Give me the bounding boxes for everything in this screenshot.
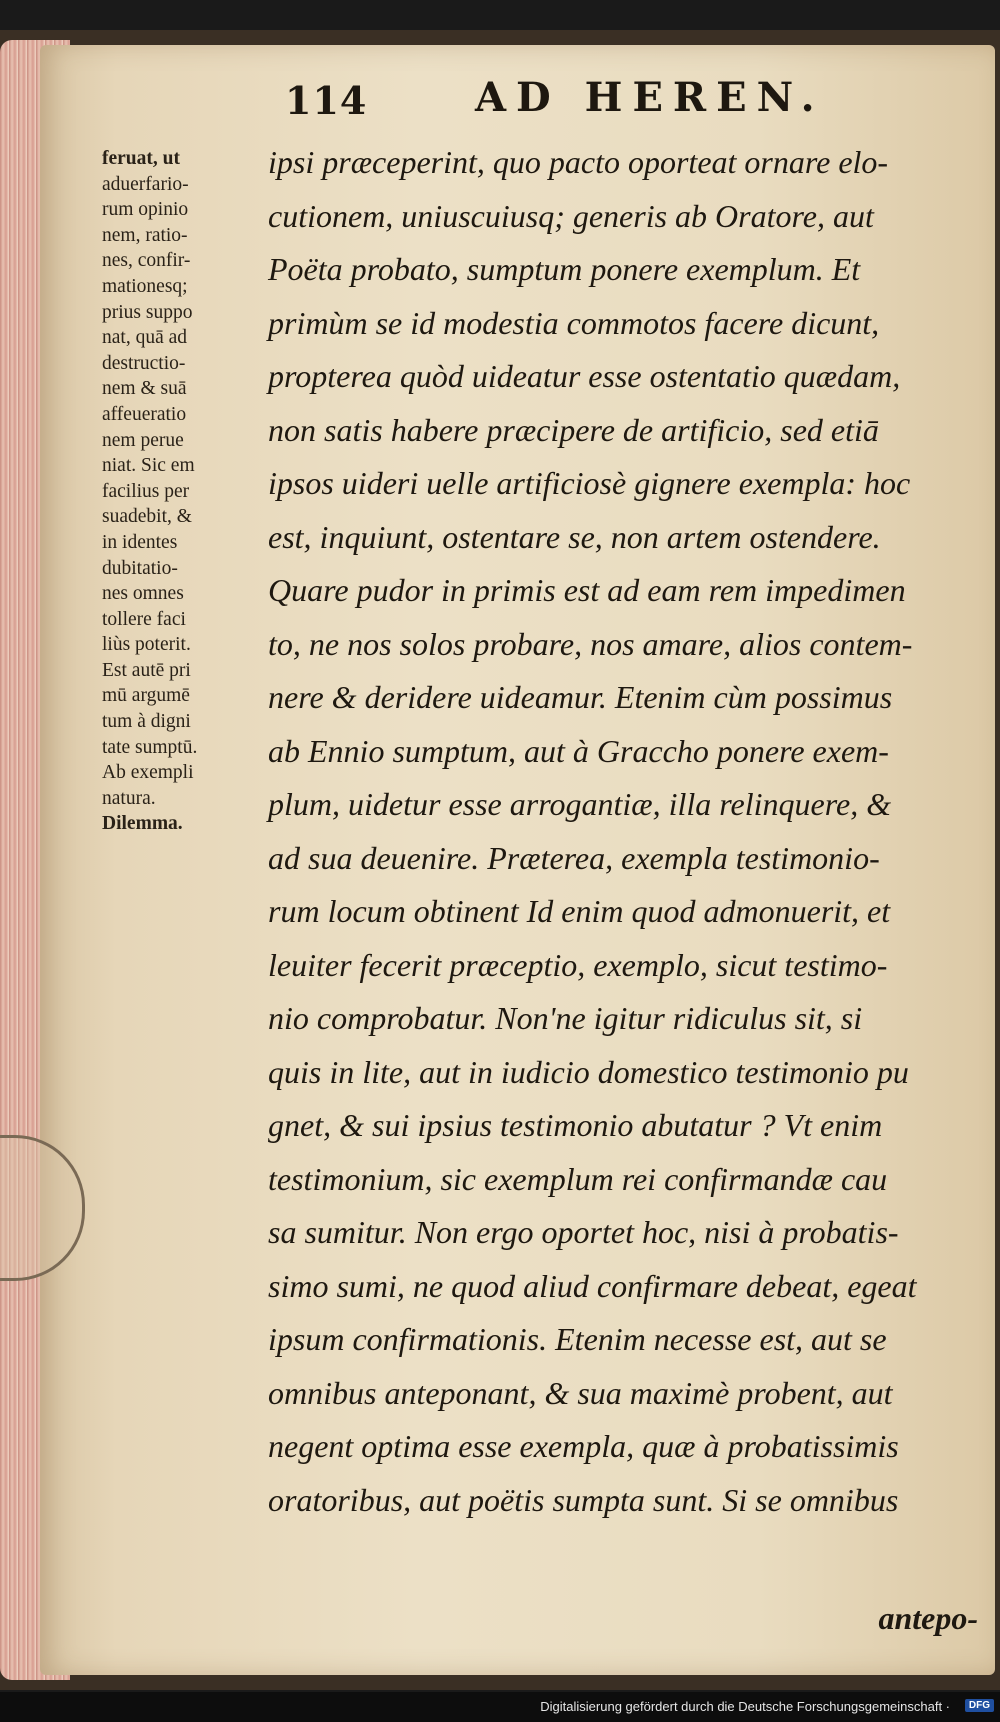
margin-note-line: dubitatio- (102, 557, 178, 579)
text-line: to, ne nos solos probare, nos amare, alios contem- (268, 625, 913, 662)
text-line: ipsum confirmationis. Etenim necesse est, aut se (268, 1321, 887, 1357)
margin-note-line: nem, ratio- (102, 224, 188, 246)
text-line: plum, uidetur esse arrogantiæ, illa relinquere, & (268, 786, 892, 822)
margin-note-line: mationesq; (102, 275, 188, 297)
text-line: est, inquiunt, ostentare se, non artem ostendere. (268, 518, 881, 555)
margin-note-line: destructio- (102, 352, 186, 374)
margin-note-line: tate sumptū. (102, 736, 198, 758)
margin-note-line: nem perue (102, 429, 184, 451)
text-line: oratoribus, aut poëtis sumpta sunt. Si se omnibus (268, 1481, 899, 1518)
margin-note-line: prius suppo (102, 301, 193, 323)
text-line: ipsos uideri uelle artificiosè gignere exempla: hoc (268, 465, 911, 501)
text-line: Quare pudor in primis est ad eam rem impedimen (268, 572, 906, 608)
margin-note-line: nat, quā ad (102, 327, 188, 349)
text-line: gnet, & sui ipsius testimonio abutatur ? Vt enim (268, 1107, 883, 1143)
text-line: propterea quòd uideatur esse ostentatio quædam, (268, 358, 901, 394)
text-line: nere & deridere uideamur. Etenim cùm possimus (268, 679, 893, 715)
margin-note-line: rum opinio (102, 199, 189, 221)
text-line: omnibus anteponant, & sua maximè probent, aut (268, 1374, 893, 1411)
text-line: cutionem, uniuscuiusq; generis ab Oratore, aut (268, 197, 874, 234)
text-line: leuiter fecerit præceptio, exemplo, sicut testimo- (268, 946, 888, 983)
margin-note-line: aduerfario- (102, 173, 189, 195)
text-line: ipsi præceperint, quo pacto oporteat ornare elo- (268, 144, 889, 180)
margin-note-line: natura. (102, 787, 156, 809)
text-line: negent optima esse exempla, quæ à probatissimis (268, 1428, 899, 1464)
text-line: sa sumitur. Non ergo oportet hoc, nisi à probatis- (268, 1214, 899, 1250)
text-line: nio comprobatur. Non'ne igitur ridiculus sit, si (268, 1000, 863, 1036)
margin-note-line: nem & suā (102, 378, 187, 400)
margin-note-line: feruat, ut (102, 148, 180, 169)
text-line: simo sumi, ne quod aliud confirmare debeat, egeat (268, 1267, 917, 1304)
margin-note-line: suadebit, & (102, 506, 192, 528)
page-header (285, 70, 985, 130)
page-number: 114 (285, 78, 368, 123)
text-line: ad sua deuenire. Præterea, exempla testimonio- (268, 839, 880, 876)
margin-note-line: tollere faci (102, 608, 186, 630)
footer-credit: Digitalisierung gefördert durch die Deutsche Forschungsgemeinschaft · (540, 1699, 950, 1714)
margin-note-line: Ab exempli (102, 762, 194, 784)
margin-note-line: mū argumē (102, 685, 190, 707)
text-line: non satis habere præcipere de artificio, sed etiā (268, 411, 879, 448)
text-line: rum locum obtinent Id enim quod admonuerit, et (268, 893, 891, 929)
text-line: primùm se id modestia commotos facere dicunt, (268, 304, 880, 341)
margin-note-line: affeueratio (102, 403, 187, 425)
catchword: antepo- (878, 1600, 978, 1636)
margin-note-line: liùs poterit. (102, 634, 191, 656)
text-line: ab Ennio sumptum, aut à Graccho ponere exem- (268, 732, 889, 769)
margin-note-line: in identes (102, 531, 178, 553)
text-line: testimonium, sic exemplum rei confirmandæ cau (268, 1160, 888, 1197)
margin-note-line: Dilemma. (102, 813, 183, 835)
margin-notes (102, 146, 262, 837)
margin-note-line: Est autē pri (102, 659, 191, 681)
margin-note-line: niat. Sic em (102, 455, 195, 477)
margin-note-line: nes omnes (102, 583, 184, 605)
body-text (268, 136, 988, 1527)
footer-bar (0, 1692, 1000, 1722)
running-head: AD HEREN. (475, 74, 825, 121)
margin-note-line: tum à digni (102, 711, 191, 733)
dfg-logo: DFG (965, 1699, 994, 1712)
text-line: quis in lite, aut in iudicio domestico testimonio pu (268, 1053, 909, 1090)
margin-note-line: facilius per (102, 480, 190, 502)
text-line: Poëta probato, sumptum ponere exemplum. Et (268, 251, 861, 287)
margin-note-line: nes, confir- (102, 250, 191, 272)
